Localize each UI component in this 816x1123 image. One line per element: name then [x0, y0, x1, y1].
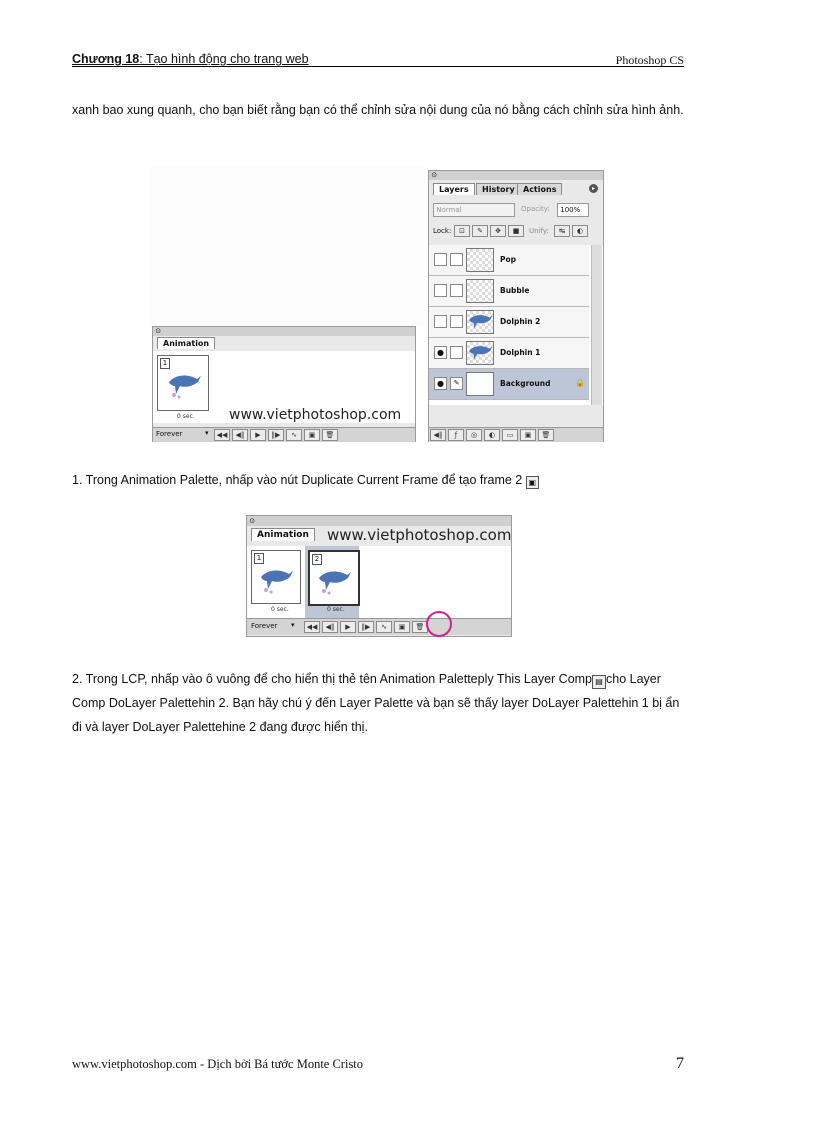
lock-transparency-icon[interactable]: ⊡: [454, 225, 470, 237]
unify-visibility-icon[interactable]: ◐: [572, 225, 588, 237]
duplicate-frame-icon: ▣: [526, 476, 539, 489]
animation-toolbar: [247, 618, 511, 635]
lock-all-icon[interactable]: ■: [508, 225, 524, 237]
brush-icon[interactable]: ✎: [450, 377, 463, 390]
visibility-toggle[interactable]: [434, 253, 447, 266]
opacity-field[interactable]: [557, 203, 589, 217]
new-layer-icon[interactable]: ▣: [520, 429, 536, 441]
palette-titlebar: ⊙: [153, 327, 415, 336]
frame-number: 1: [254, 553, 264, 564]
canvas-area: [150, 166, 424, 326]
frame-number: 1: [160, 358, 170, 369]
first-frame-icon[interactable]: ◀◀: [214, 429, 230, 441]
layer-thumbnail: [466, 279, 494, 303]
step-2-text: 2. Trong LCP, nhấp vào ô vuông để cho hiển thị thẻ tên Animation Paletteply This Layer Comp: [72, 672, 593, 686]
page-number: 7: [676, 1055, 684, 1072]
running-header-right: Photoshop CS: [615, 53, 684, 67]
intro-paragraph: xanh bao xung quanh, cho bạn biết rằng bạn có thể chỉnh sửa nội dung của nó bằng cách chỉnh sửa hình ảnh.: [72, 103, 684, 117]
layers-list: [429, 245, 603, 405]
layer-thumbnail: [466, 372, 494, 396]
layer-name: Dolphin 1: [500, 348, 541, 357]
unify-label: Unify:: [529, 227, 549, 235]
frame-1[interactable]: [157, 355, 209, 411]
figure-2-animation-palette: [246, 515, 512, 637]
layer-row-bubble[interactable]: [429, 276, 589, 307]
layers-toolbar: [429, 427, 603, 442]
footer-site: www.vietphotoshop.com: [72, 1057, 197, 1071]
frames-area: [247, 546, 511, 618]
playback-buttons: [303, 620, 429, 639]
lock-image-icon[interactable]: ✎: [472, 225, 488, 237]
tween-icon[interactable]: ∿: [286, 429, 302, 441]
opacity-value: 100%: [560, 206, 581, 214]
lock-buttons: [453, 224, 525, 243]
tab-actions[interactable]: Actions: [517, 183, 562, 195]
layer-name: Background: [500, 379, 551, 388]
playback-buttons: [213, 428, 339, 447]
palette-titlebar: ⊙: [429, 171, 603, 180]
footer-credit: [72, 1057, 363, 1072]
layer-comp-icon: ▤: [592, 675, 606, 689]
next-frame-icon[interactable]: ‖▶: [358, 621, 374, 633]
link-toggle[interactable]: [450, 346, 463, 359]
layer-row-background[interactable]: [429, 369, 589, 400]
layer-thumbnail: [466, 310, 494, 334]
loop-select[interactable]: Forever: [251, 622, 278, 630]
dolphin-icon: [467, 311, 493, 333]
prev-frame-icon[interactable]: ◀‖: [232, 429, 248, 441]
layer-row-dolphin-1[interactable]: [429, 338, 589, 369]
loop-dropdown-icon[interactable]: ▾: [205, 429, 209, 437]
animation-palette: [152, 326, 416, 442]
tween-icon[interactable]: ∿: [376, 621, 392, 633]
link-toggle[interactable]: [450, 253, 463, 266]
link-toggle[interactable]: [450, 315, 463, 328]
play-icon[interactable]: ▶: [340, 621, 356, 633]
dolphin-thumbnail: [316, 566, 352, 596]
tab-animation[interactable]: Animation: [157, 337, 215, 349]
layer-row-pop[interactable]: [429, 245, 589, 276]
step-1-paragraph: [72, 468, 692, 492]
visibility-toggle[interactable]: [434, 284, 447, 297]
dolphin-thumbnail: [166, 370, 202, 400]
layer-row-dolphin-2[interactable]: [429, 307, 589, 338]
tab-history[interactable]: History: [476, 183, 521, 195]
trash-icon[interactable]: 🗑: [322, 429, 338, 441]
layer-style-icon[interactable]: ƒ: [448, 429, 464, 441]
folder-icon[interactable]: ▭: [502, 429, 518, 441]
layers-palette: [428, 170, 604, 442]
loop-select[interactable]: Forever: [156, 430, 183, 438]
lock-label: Lock:: [433, 227, 452, 235]
tab-animation[interactable]: Animation: [251, 528, 315, 541]
layer-thumbnail: [466, 248, 494, 272]
adjustment-icon[interactable]: ◐: [484, 429, 500, 441]
eye-icon[interactable]: ●: [434, 377, 447, 390]
mask-icon[interactable]: ◎: [466, 429, 482, 441]
step-1-text: 1. Trong Animation Palette, nhấp vào nút Duplicate Current Frame để tạo frame 2: [72, 473, 523, 487]
first-frame-icon[interactable]: ◀◀: [304, 621, 320, 633]
layer-name: Dolphin 2: [500, 317, 541, 326]
link-layers-icon[interactable]: ◀‖: [430, 429, 446, 441]
frame-delay[interactable]: 0 sec.: [177, 413, 195, 420]
frame-1-delay[interactable]: 0 sec.: [271, 606, 289, 613]
frame-2-delay[interactable]: 0 sec.: [327, 606, 345, 613]
layer-name: Bubble: [500, 286, 530, 295]
layer-name: Pop: [500, 255, 517, 264]
dolphin-thumbnail: [258, 565, 294, 595]
chapter-label: Chương 18: [72, 52, 140, 66]
unify-buttons: [553, 224, 589, 243]
duplicate-frame-icon[interactable]: ▣: [394, 621, 410, 633]
tab-layers[interactable]: Layers: [433, 183, 475, 195]
trash-icon[interactable]: 🗑: [412, 621, 428, 633]
layers-scrollbar[interactable]: [591, 245, 602, 405]
dolphin-icon: [467, 342, 493, 364]
chapter-title: : Tạo hình động cho trang web: [139, 52, 309, 66]
running-header-left: [72, 52, 309, 66]
link-toggle[interactable]: [450, 284, 463, 297]
animation-toolbar: [153, 427, 415, 442]
lock-position-icon[interactable]: ✥: [490, 225, 506, 237]
watermark: www.vietphotoshop.com: [327, 526, 512, 544]
visibility-toggle[interactable]: [434, 315, 447, 328]
unify-position-icon[interactable]: ↹: [554, 225, 570, 237]
step-2-paragraph: [72, 667, 692, 739]
blend-mode-value: Normal: [436, 206, 462, 214]
palette-titlebar: ⊙: [247, 516, 511, 526]
next-frame-icon[interactable]: ‖▶: [268, 429, 284, 441]
play-icon[interactable]: ▶: [250, 429, 266, 441]
footer-translator: - Dịch bởi Bá tước Monte Cristo: [196, 1057, 364, 1071]
step-2-continuation: cho Layer Comp DoLayer Palettehin 2. Bạn hãy chú ý đến Layer Palette và bạn sẽ thấy layer DoLayer Palettehin 1 bị ẩn đi và layer DoLayer Palettehine 2 đang được hiển thị.: [72, 672, 680, 734]
blend-mode-select[interactable]: [433, 203, 515, 217]
loop-dropdown-icon[interactable]: ▾: [291, 621, 295, 629]
palette-menu-icon[interactable]: ▸: [589, 184, 598, 193]
eye-icon[interactable]: ●: [434, 346, 447, 359]
header-rule: [72, 66, 684, 67]
highlight-circle: [426, 611, 452, 637]
trash-icon[interactable]: 🗑: [538, 429, 554, 441]
frame-2[interactable]: [308, 550, 360, 606]
prev-frame-icon[interactable]: ◀‖: [322, 621, 338, 633]
opacity-label: Opacity:: [521, 205, 550, 213]
watermark: www.vietphotoshop.com: [229, 407, 402, 423]
figure-1: [150, 166, 606, 444]
lock-icon: 🔒: [575, 378, 585, 387]
frame-1[interactable]: [251, 550, 301, 604]
duplicate-frame-icon[interactable]: ▣: [304, 429, 320, 441]
frame-number: 2: [312, 554, 322, 565]
layer-thumbnail: [466, 341, 494, 365]
